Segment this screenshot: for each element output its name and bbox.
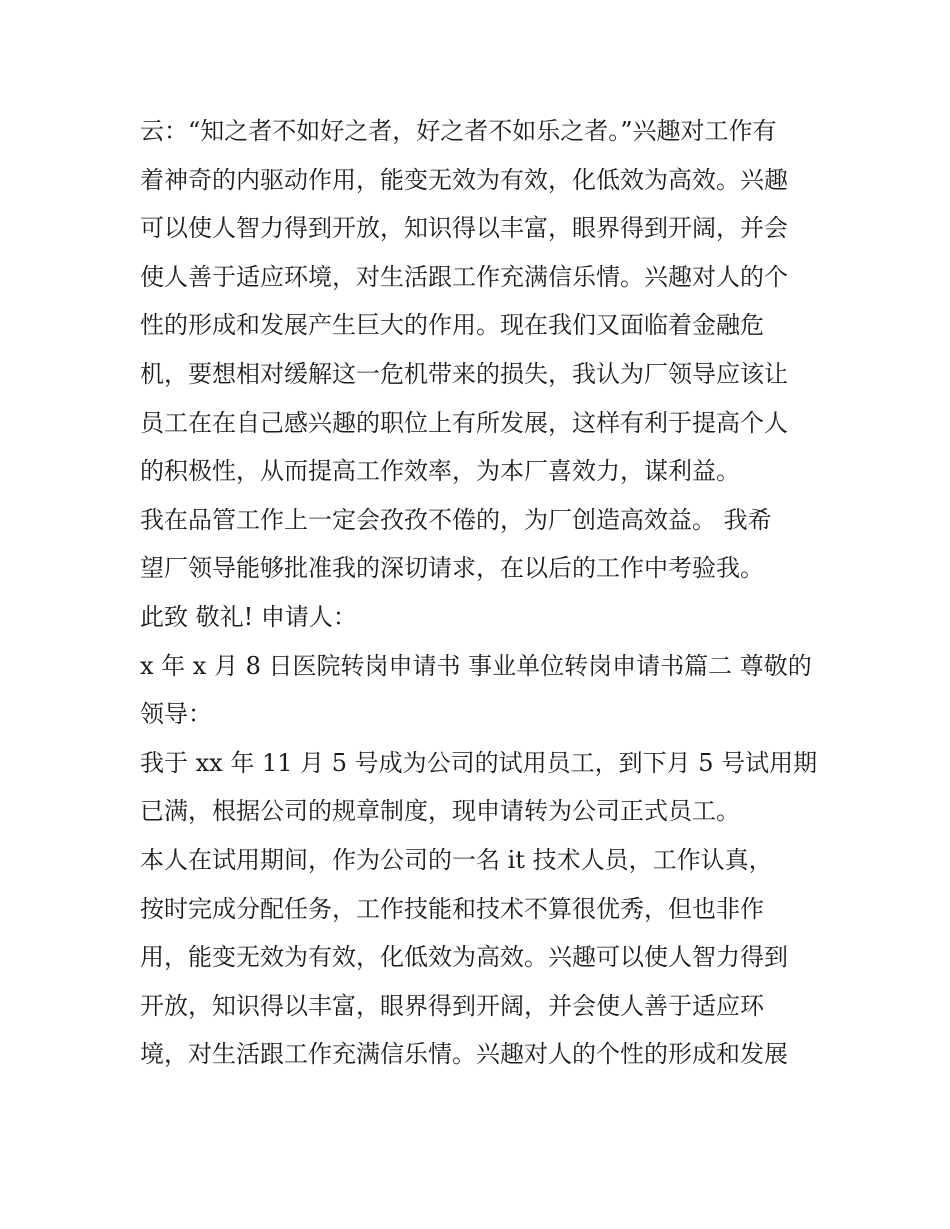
text-line-1: 云：“知之者不如好之者，好之者不如乐之者。”兴趣对工作有 [140,117,777,145]
text-line-20: 境，对生活跟工作充满信乐情。兴趣对人的个性的形成和发展 [140,1040,788,1069]
text-line-2: 着神奇的内驱动作用，能变无效为有效，化低效为高效。兴趣 [140,165,788,194]
text-line-7: 员工在在自己感兴趣的职位上有所发展，这样有利于提高个人 [140,408,788,437]
text-line-16: 本人在试用期间，作为公司的一名 it 技术人员，工作认真， [140,845,773,874]
text-line-13: 领导： [140,700,212,729]
text-line-9: 我在品管工作上一定会孜孜不倦的，为厂创造高效益。 我希 [140,505,772,534]
text-line-3: 可以使人智力得到开放，知识得以丰富，眼界得到开阔，并会 [140,214,788,243]
text-line-12: x 年 x 月 8 日医院转岗申请书 事业单位转岗申请书篇二 尊敬的 [140,651,812,680]
text-line-15: 已满，根据公司的规章制度，现申请转为公司正式员工。 [140,797,740,826]
text-line-8: 的积极性，从而提高工作效率，为本厂喜效力，谋利益。 [140,457,740,486]
text-line-14: 我于 xx 年 11 月 5 号成为公司的试用员工，到下月 5 号试用期 [140,748,818,777]
text-line-5: 性的形成和发展产生巨大的作用。现在我们又面临着金融危 [140,311,764,340]
text-line-18: 用，能变无效为有效，化低效为高效。兴趣可以使人智力得到 [140,943,788,972]
text-line-11: 此致 敬礼! 申请人： [140,602,357,631]
text-line-4: 使人善于适应环境，对生活跟工作充满信乐情。兴趣对人的个 [140,262,788,291]
document-body [140,107,818,1079]
text-line-6: 机，要想相对缓解这一危机带来的损失，我认为厂领导应该让 [140,359,788,388]
text-line-10: 望厂领导能够批准我的深切请求，在以后的工作中考验我。 [140,554,764,583]
text-line-19: 开放，知识得以丰富，眼界得到开阔，并会使人善于适应环 [140,991,764,1020]
text-line-17: 按时完成分配任务，工作技能和技术不算很优秀，但也非作 [140,894,764,923]
